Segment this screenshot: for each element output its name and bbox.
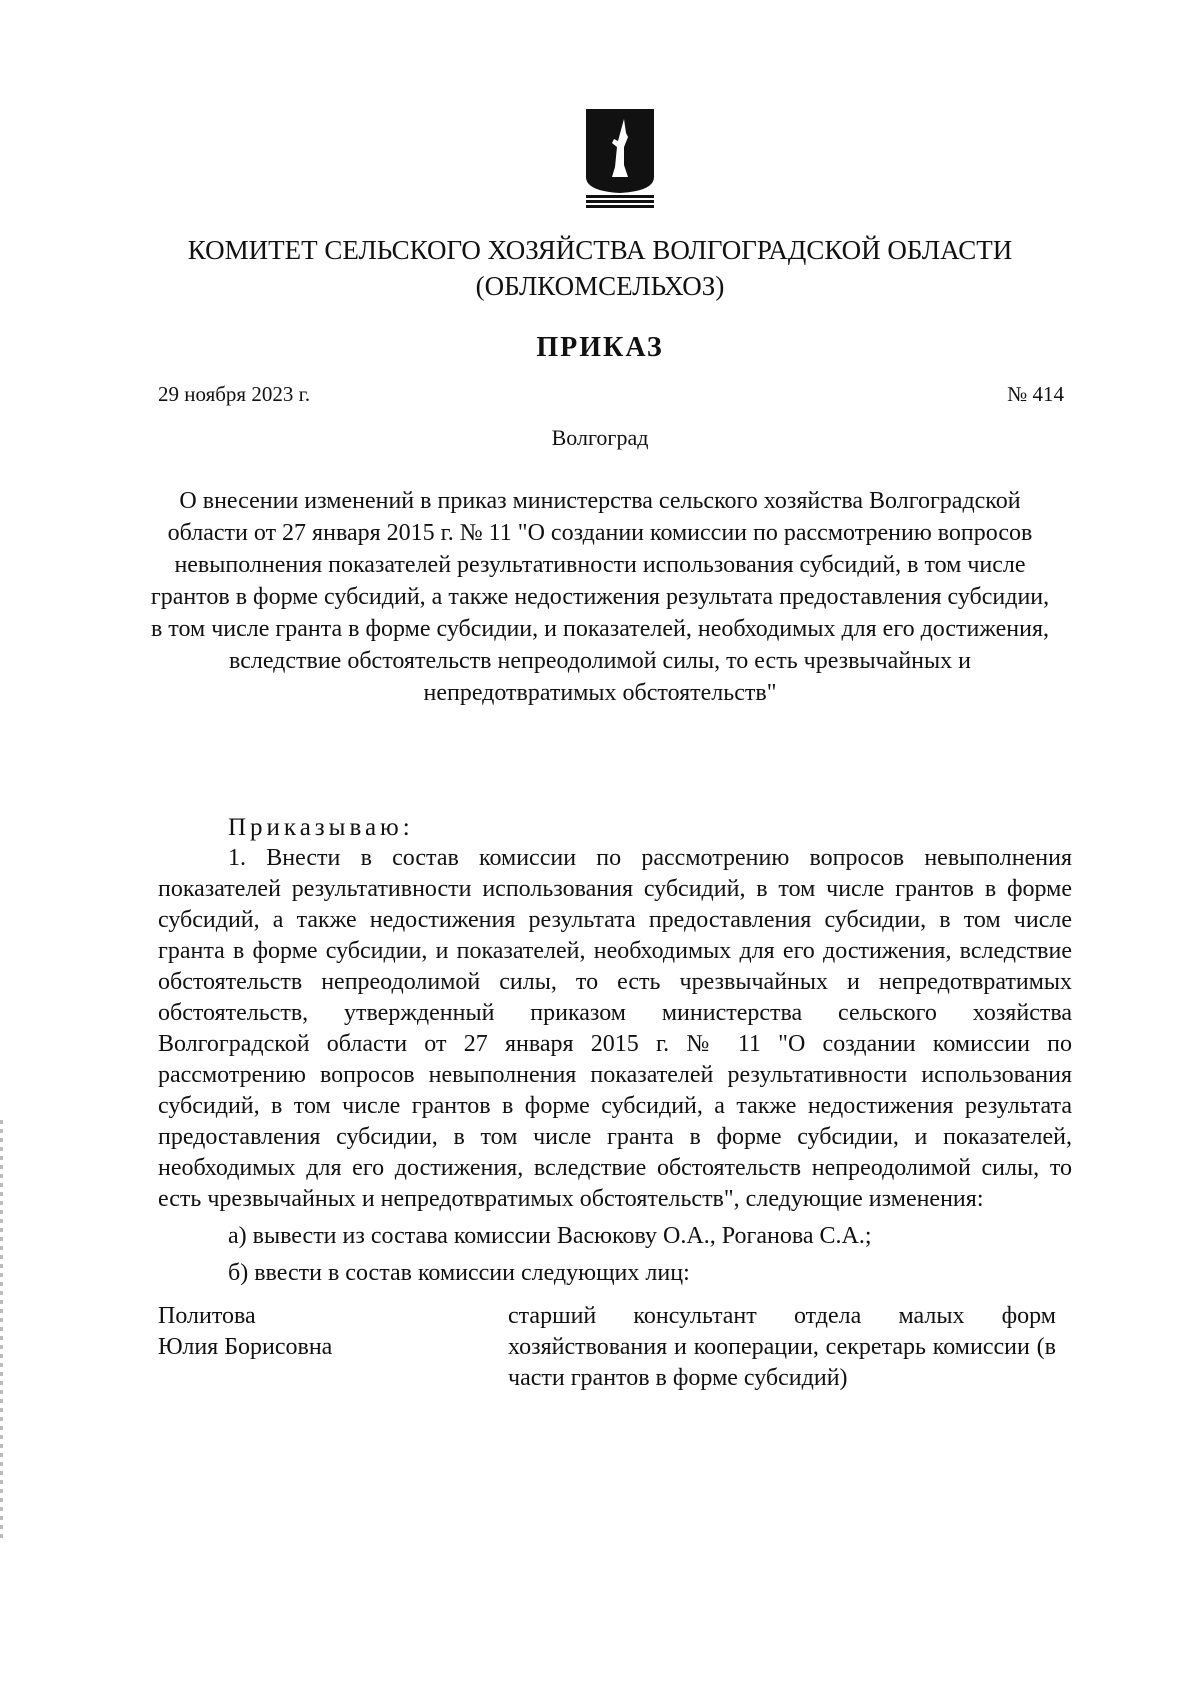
member-role: старший консультант отдела малых форм хозяйствования и кооперации, секретарь комиссии (в части грантов в форме субсидий)	[508, 1303, 1056, 1391]
member-name	[158, 1301, 508, 1394]
document-city: Волгоград	[551, 425, 649, 450]
organization-abbreviation: (ОБЛКОМСЕЛЬХОЗ)	[475, 271, 725, 301]
member-given-names: Юлия Борисовна	[158, 1334, 333, 1360]
document-date: 29 ноября 2023 г.	[158, 382, 311, 406]
order-item-b: б) ввести в состав комиссии следующих лиц:	[228, 1260, 690, 1286]
orders-word: Приказываю:	[228, 814, 414, 841]
organization-header	[150, 232, 1050, 304]
scan-artifact	[0, 1120, 3, 1540]
order-item-1: 1. Внести в состав комиссии по рассмотрению вопросов невыполнения показателей результативности использования субсидий, в том числе грантов в форме субсидий, а также недостижения результата предоставления субсидии, в том числе гранта в форме субсидии, и показателей, необходимых для его достижения, вследствие обстоятельств непреодолимой силы, то есть чрезвычайных и непредотвратимых обстоятельств, утвержденный приказом министерства сельского хозяйства Волгоградской области от 27 января 2015 г. № 11 "О создании комиссии по рассмотрению вопросов невыполнения показателей результативности использования субсидий, в том числе грантов в форме субсидий, а также недостижения результата предоставления субсидии, в том числе гранта в форме субсидии, и показателей, необходимых для его достижения, вследствие обстоятельств непреодолимой силы, то есть чрезвычайных и непредотвратимых обстоятельств", следующие изменения:	[158, 845, 1072, 1212]
coat-of-arms-icon	[584, 107, 656, 209]
document-number: № 414	[1007, 382, 1064, 406]
order-item-a: а) вывести из состава комиссии Васюкову О.А., Роганова С.А.;	[228, 1223, 872, 1249]
organization-name: КОМИТЕТ СЕЛЬСКОГО ХОЗЯЙСТВА ВОЛГОГРАДСКОЙ ОБЛАСТИ	[187, 235, 1013, 265]
member-surname: Политова	[158, 1303, 256, 1329]
commission-member-row	[158, 1301, 1072, 1394]
document-subject: О внесении изменений в приказ министерства сельского хозяйства Волгоградской области от 27 января 2015 г. № 11 "О создании комиссии по рассмотрению вопросов невыполнения показателей результативности использования субсидий, в том числе грантов в форме субсидий, а также недостижения результата предоставления субсидии, в том числе гранта в форме субсидии, и показателей, необходимых для его достижения, вследствие обстоятельств непреодолимой силы, то есть чрезвычайных и непредотвратимых обстоятельств"	[150, 488, 1050, 706]
document-body	[158, 812, 1072, 1394]
document-title: ПРИКАЗ	[536, 332, 664, 363]
